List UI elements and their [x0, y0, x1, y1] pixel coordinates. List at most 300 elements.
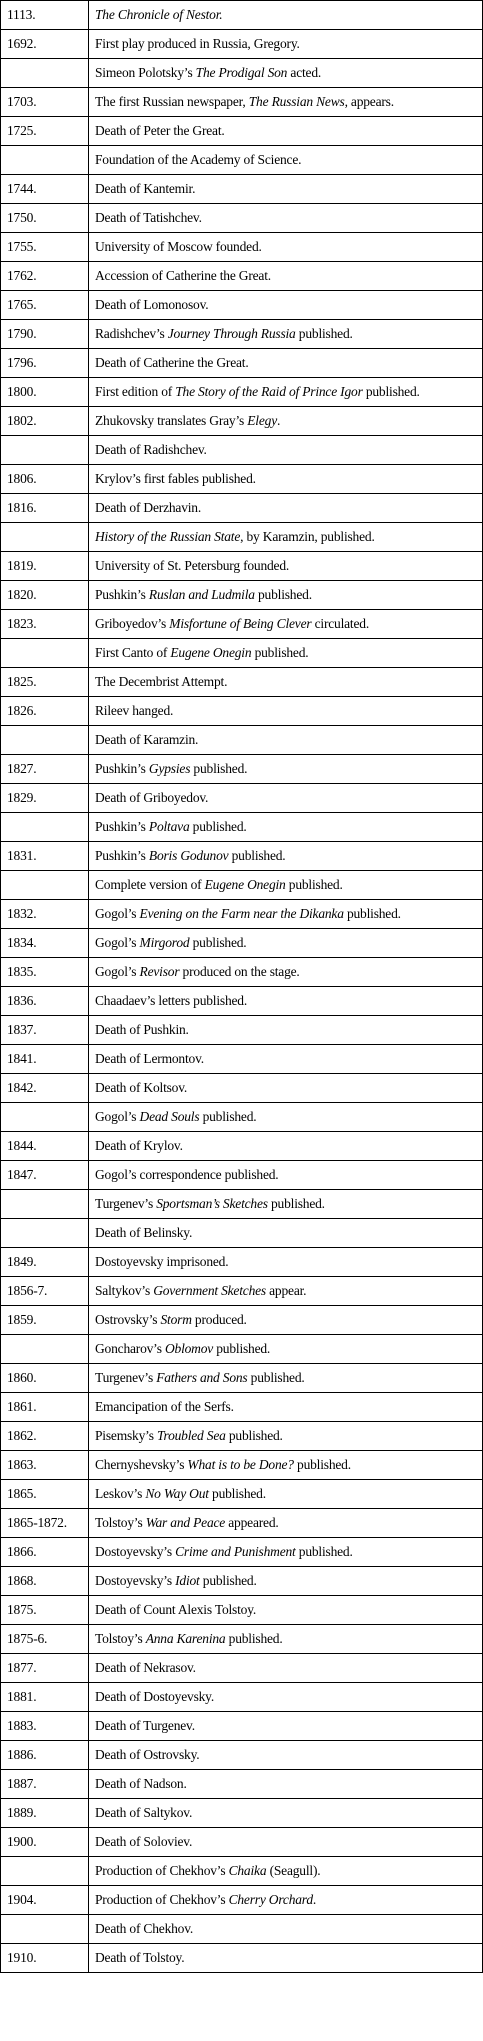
- event-cell: [89, 1103, 483, 1132]
- event-text: Tolstoy’s: [95, 1631, 146, 1646]
- event-text: Death of Chekhov.: [95, 1921, 194, 1936]
- event-cell: [89, 581, 483, 610]
- year-cell: [1, 1219, 89, 1248]
- event-text: .: [312, 1892, 317, 1907]
- event-cell: [89, 88, 483, 117]
- year-cell: 1750.: [1, 204, 89, 233]
- event-text: published.: [247, 1370, 305, 1385]
- chronology-row: [1, 813, 483, 842]
- event-text: produced on the stage.: [179, 964, 300, 979]
- event-text: Dostoyevsky imprisoned.: [95, 1254, 229, 1269]
- event-text: Death of Turgenev.: [95, 1718, 195, 1733]
- event-cell: [89, 175, 483, 204]
- event-text: Death of Kantemir.: [95, 181, 196, 196]
- chronology-row: [1, 610, 483, 639]
- event-text: Death of Belinsky.: [95, 1225, 193, 1240]
- event-cell: [89, 668, 483, 697]
- year-cell: 1796.: [1, 349, 89, 378]
- year-cell: 1877.: [1, 1654, 89, 1683]
- chronology-row: [1, 1886, 483, 1915]
- event-text: Gogol’s correspondence published.: [95, 1167, 279, 1182]
- event-text: Death of Koltsov.: [95, 1080, 188, 1095]
- chronology-row: [1, 1857, 483, 1886]
- event-text: Radishchev’s: [95, 326, 168, 341]
- event-text: Turgenev’s: [95, 1196, 157, 1211]
- work-title: Revisor: [139, 964, 180, 979]
- chronology-row: [1, 929, 483, 958]
- event-text: published.: [225, 1428, 283, 1443]
- event-text: appeared.: [225, 1515, 279, 1530]
- chronology-row: [1, 1335, 483, 1364]
- event-text: , by Karamzin, published.: [240, 529, 375, 544]
- event-cell: [89, 697, 483, 726]
- year-cell: 1861.: [1, 1393, 89, 1422]
- year-cell: 1802.: [1, 407, 89, 436]
- event-cell: [89, 1915, 483, 1944]
- event-text: published.: [213, 1341, 271, 1356]
- event-cell: [89, 900, 483, 929]
- event-text: Accession of Catherine the Great.: [95, 268, 271, 283]
- year-cell: 1834.: [1, 929, 89, 958]
- event-text: , appears.: [344, 94, 394, 109]
- chronology-row: [1, 1364, 483, 1393]
- event-cell: [89, 1132, 483, 1161]
- chronology-row: [1, 1016, 483, 1045]
- event-text: First edition of: [95, 384, 176, 399]
- event-cell: [89, 1596, 483, 1625]
- event-text: Foundation of the Academy of Science.: [95, 152, 302, 167]
- work-title: Idiot: [175, 1573, 200, 1588]
- event-text: Death of Krylov.: [95, 1138, 183, 1153]
- event-text: appear.: [265, 1283, 307, 1298]
- event-text: Gogol’s: [95, 935, 140, 950]
- chronology-row: [1, 1596, 483, 1625]
- event-cell: [89, 1625, 483, 1654]
- year-cell: 1866.: [1, 1538, 89, 1567]
- chronology-row: [1, 726, 483, 755]
- event-text: First play produced in Russia, Gregory.: [95, 36, 300, 51]
- year-cell: 1837.: [1, 1016, 89, 1045]
- event-cell: [89, 1016, 483, 1045]
- year-cell: 1703.: [1, 88, 89, 117]
- year-cell: 1816.: [1, 494, 89, 523]
- year-cell: 1862.: [1, 1422, 89, 1451]
- event-cell: [89, 1248, 483, 1277]
- event-cell: [89, 987, 483, 1016]
- event-cell: [89, 1799, 483, 1828]
- year-cell: 1841.: [1, 1045, 89, 1074]
- work-title: No Way Out: [145, 1486, 209, 1501]
- year-cell: 1887.: [1, 1770, 89, 1799]
- event-text: Death of Peter the Great.: [95, 123, 225, 138]
- chronology-row: [1, 1045, 483, 1074]
- event-text: Pushkin’s: [95, 587, 149, 602]
- chronology-row: [1, 1132, 483, 1161]
- year-cell: [1, 813, 89, 842]
- event-text: published.: [295, 1544, 353, 1559]
- event-cell: [89, 1190, 483, 1219]
- event-text: Rileev hanged.: [95, 703, 174, 718]
- event-cell: [89, 1335, 483, 1364]
- event-text: Dostoyevsky’s: [95, 1544, 176, 1559]
- chronology-row: [1, 146, 483, 175]
- event-cell: [89, 1364, 483, 1393]
- year-cell: 1113.: [1, 1, 89, 30]
- event-cell: [89, 1045, 483, 1074]
- chronology-row: [1, 1306, 483, 1335]
- event-cell: [89, 755, 483, 784]
- event-text: produced.: [191, 1312, 247, 1327]
- chronology-row: [1, 1944, 483, 1973]
- year-cell: [1, 1857, 89, 1886]
- chronology-row: [1, 233, 483, 262]
- event-text: published.: [228, 848, 286, 863]
- event-cell: [89, 59, 483, 88]
- work-title: History of the Russian State: [95, 529, 241, 544]
- event-text: Dostoyevsky’s: [95, 1573, 176, 1588]
- chronology-row: [1, 1509, 483, 1538]
- chronology-row: [1, 349, 483, 378]
- chronology-row: [1, 1074, 483, 1103]
- year-cell: 1849.: [1, 1248, 89, 1277]
- chronology-row: [1, 1799, 483, 1828]
- event-cell: [89, 929, 483, 958]
- event-text: published.: [293, 1457, 351, 1472]
- year-cell: 1868.: [1, 1567, 89, 1596]
- event-text: Pushkin’s: [95, 761, 149, 776]
- event-cell: [89, 639, 483, 668]
- event-cell: [89, 1219, 483, 1248]
- event-text: Ostrovsky’s: [95, 1312, 161, 1327]
- event-text: published.: [199, 1573, 257, 1588]
- chronology-row: [1, 407, 483, 436]
- event-cell: [89, 262, 483, 291]
- chronology-row: [1, 1654, 483, 1683]
- work-title: Storm: [160, 1312, 192, 1327]
- event-text: Death of Lomonosov.: [95, 297, 209, 312]
- work-title: War and Peace: [145, 1515, 226, 1530]
- year-cell: 1875-6.: [1, 1625, 89, 1654]
- chronology-row: [1, 175, 483, 204]
- year-cell: [1, 1190, 89, 1219]
- chronology-row: [1, 958, 483, 987]
- event-text: Zhukovsky translates Gray’s: [95, 413, 248, 428]
- event-text: published.: [295, 326, 353, 341]
- year-cell: 1820.: [1, 581, 89, 610]
- chronology-row: [1, 755, 483, 784]
- year-cell: 1883.: [1, 1712, 89, 1741]
- event-cell: [89, 610, 483, 639]
- event-text: .: [276, 413, 281, 428]
- event-cell: [89, 204, 483, 233]
- year-cell: 1827.: [1, 755, 89, 784]
- event-text: Death of Catherine the Great.: [95, 355, 249, 370]
- event-cell: [89, 1393, 483, 1422]
- event-cell: [89, 1277, 483, 1306]
- event-cell: [89, 1857, 483, 1886]
- year-cell: 1844.: [1, 1132, 89, 1161]
- year-cell: 1900.: [1, 1828, 89, 1857]
- event-cell: [89, 552, 483, 581]
- chronology-row: [1, 465, 483, 494]
- event-cell: [89, 1074, 483, 1103]
- event-text: Pushkin’s: [95, 848, 149, 863]
- event-cell: [89, 1770, 483, 1799]
- chronology-row: [1, 871, 483, 900]
- chronology-row: [1, 30, 483, 59]
- chronology-row: [1, 523, 483, 552]
- event-text: Death of Derzhavin.: [95, 500, 202, 515]
- chronology-row: [1, 204, 483, 233]
- event-text: University of St. Petersburg founded.: [95, 558, 290, 573]
- event-cell: [89, 1422, 483, 1451]
- event-text: Chaadaev’s letters published.: [95, 993, 248, 1008]
- year-cell: [1, 436, 89, 465]
- event-cell: [89, 958, 483, 987]
- event-text: Tolstoy’s: [95, 1515, 146, 1530]
- event-cell: [89, 1538, 483, 1567]
- year-cell: [1, 146, 89, 175]
- year-cell: 1819.: [1, 552, 89, 581]
- event-cell: [89, 117, 483, 146]
- year-cell: 1800.: [1, 378, 89, 407]
- year-cell: 1881.: [1, 1683, 89, 1712]
- event-text: published.: [362, 384, 420, 399]
- event-cell: [89, 1741, 483, 1770]
- work-title: Elegy: [247, 413, 277, 428]
- event-text: Chernyshevsky’s: [95, 1457, 188, 1472]
- work-title: Misfortune of Being Clever: [169, 616, 312, 631]
- event-text: Complete version of: [95, 877, 205, 892]
- work-title: Boris Godunov: [148, 848, 229, 863]
- year-cell: 1886.: [1, 1741, 89, 1770]
- event-text: Production of Chekhov’s: [95, 1863, 229, 1878]
- event-text: published.: [208, 1486, 266, 1501]
- chronology-row: [1, 1828, 483, 1857]
- chronology-row: [1, 117, 483, 146]
- chronology-row: [1, 1422, 483, 1451]
- event-cell: [89, 842, 483, 871]
- event-text: Death of Ostrovsky.: [95, 1747, 200, 1762]
- event-text: published.: [267, 1196, 325, 1211]
- year-cell: 1904.: [1, 1886, 89, 1915]
- event-cell: [89, 1828, 483, 1857]
- chronology-row: [1, 1219, 483, 1248]
- chronology-row: [1, 1683, 483, 1712]
- year-cell: 1829.: [1, 784, 89, 813]
- chronology-row: [1, 1393, 483, 1422]
- year-cell: [1, 871, 89, 900]
- chronology-row: [1, 1770, 483, 1799]
- year-cell: 1806.: [1, 465, 89, 494]
- work-title: The Russian News: [248, 94, 345, 109]
- work-title: What is to be Done?: [187, 1457, 294, 1472]
- chronology-row: [1, 291, 483, 320]
- event-text: Leskov’s: [95, 1486, 146, 1501]
- year-cell: 1790.: [1, 320, 89, 349]
- event-cell: [89, 1306, 483, 1335]
- event-text: Saltykov’s: [95, 1283, 154, 1298]
- work-title: Journey Through Russia: [167, 326, 296, 341]
- event-cell: [89, 813, 483, 842]
- event-cell: [89, 146, 483, 175]
- year-cell: 1889.: [1, 1799, 89, 1828]
- event-text: Gogol’s: [95, 906, 140, 921]
- year-cell: 1744.: [1, 175, 89, 204]
- work-title: Ruslan and Ludmila: [148, 587, 255, 602]
- event-cell: [89, 1712, 483, 1741]
- event-cell: [89, 1451, 483, 1480]
- event-text: published.: [343, 906, 401, 921]
- event-text: Death of Radishchev.: [95, 442, 207, 457]
- chronology-row: [1, 697, 483, 726]
- chronology-row: [1, 552, 483, 581]
- work-title: Mirgorod: [139, 935, 190, 950]
- chronology-row: [1, 581, 483, 610]
- event-cell: [89, 1567, 483, 1596]
- chronology-row: [1, 1451, 483, 1480]
- event-text: Goncharov’s: [95, 1341, 165, 1356]
- event-text: Emancipation of the Serfs.: [95, 1399, 234, 1414]
- chronology-row: [1, 842, 483, 871]
- event-cell: [89, 465, 483, 494]
- chronology-row: [1, 1190, 483, 1219]
- event-text: published.: [189, 935, 247, 950]
- year-cell: [1, 523, 89, 552]
- chronology-row: [1, 262, 483, 291]
- work-title: Cherry Orchard: [228, 1892, 313, 1907]
- event-text: Death of Nadson.: [95, 1776, 187, 1791]
- year-cell: [1, 59, 89, 88]
- chronology-row: [1, 987, 483, 1016]
- work-title: Government Sketches: [153, 1283, 266, 1298]
- year-cell: [1, 639, 89, 668]
- chronology-row: [1, 436, 483, 465]
- chronology-table-body: [1, 1, 483, 1973]
- event-text: Pisemsky’s: [95, 1428, 157, 1443]
- work-title: Poltava: [148, 819, 190, 834]
- event-cell: [89, 1886, 483, 1915]
- event-text: University of Moscow founded.: [95, 239, 262, 254]
- work-title: Evening on the Farm near the Dikanka: [139, 906, 344, 921]
- event-text: Death of Nekrasov.: [95, 1660, 196, 1675]
- chronology-row: [1, 59, 483, 88]
- event-text: published.: [225, 1631, 283, 1646]
- event-cell: [89, 378, 483, 407]
- event-text: Simeon Polotsky’s: [95, 65, 196, 80]
- year-cell: 1762.: [1, 262, 89, 291]
- year-cell: 1692.: [1, 30, 89, 59]
- event-cell: [89, 1, 483, 30]
- year-cell: 1875.: [1, 1596, 89, 1625]
- chronology-row: [1, 1567, 483, 1596]
- work-title: Eugene Onegin: [170, 645, 252, 660]
- chronology-row: [1, 320, 483, 349]
- chronology-row: [1, 900, 483, 929]
- event-text: Death of Soloviev.: [95, 1834, 193, 1849]
- event-text: published.: [199, 1109, 257, 1124]
- year-cell: 1835.: [1, 958, 89, 987]
- year-cell: 1831.: [1, 842, 89, 871]
- event-text: Death of Dostoyevsky.: [95, 1689, 215, 1704]
- year-cell: 1765.: [1, 291, 89, 320]
- chronology-row: [1, 1, 483, 30]
- work-title: Crime and Punishment: [175, 1544, 296, 1559]
- year-cell: 1865.: [1, 1480, 89, 1509]
- year-cell: 1826.: [1, 697, 89, 726]
- event-text: Death of Lermontov.: [95, 1051, 204, 1066]
- event-text: Death of Tatishchev.: [95, 210, 202, 225]
- event-cell: [89, 233, 483, 262]
- work-title: The Prodigal Son: [195, 65, 288, 80]
- event-cell: [89, 349, 483, 378]
- event-cell: [89, 407, 483, 436]
- event-text: Death of Griboyedov.: [95, 790, 209, 805]
- event-text: Production of Chekhov’s: [95, 1892, 229, 1907]
- chronology-row: [1, 784, 483, 813]
- chronology-row: [1, 378, 483, 407]
- chronology-row: [1, 1538, 483, 1567]
- year-cell: 1910.: [1, 1944, 89, 1973]
- chronology-row: [1, 1741, 483, 1770]
- year-cell: [1, 1335, 89, 1364]
- event-text: acted.: [287, 65, 322, 80]
- event-cell: [89, 871, 483, 900]
- event-text: First Canto of: [95, 645, 171, 660]
- event-cell: [89, 30, 483, 59]
- year-cell: 1842.: [1, 1074, 89, 1103]
- work-title: Gypsies: [148, 761, 191, 776]
- chronology-row: [1, 1480, 483, 1509]
- work-title: Sportsman’s Sketches: [156, 1196, 268, 1211]
- work-title: The Story of the Raid of Prince Igor: [175, 384, 363, 399]
- event-text: Death of Karamzin.: [95, 732, 199, 747]
- year-cell: 1825.: [1, 668, 89, 697]
- event-text: Death of Pushkin.: [95, 1022, 189, 1037]
- chronology-row: [1, 1712, 483, 1741]
- event-text: Griboyedov’s: [95, 616, 170, 631]
- event-cell: [89, 1480, 483, 1509]
- event-text: published.: [251, 645, 309, 660]
- event-text: published.: [285, 877, 343, 892]
- work-title: Dead Souls: [139, 1109, 200, 1124]
- event-cell: [89, 436, 483, 465]
- chronology-row: [1, 494, 483, 523]
- year-cell: [1, 726, 89, 755]
- work-title: Fathers and Sons: [156, 1370, 248, 1385]
- event-text: Gogol’s: [95, 964, 140, 979]
- event-cell: [89, 1509, 483, 1538]
- work-title: Troubled Sea: [156, 1428, 226, 1443]
- chronology-row: [1, 1277, 483, 1306]
- event-text: published.: [189, 819, 247, 834]
- event-cell: [89, 1161, 483, 1190]
- year-cell: [1, 1103, 89, 1132]
- year-cell: 1847.: [1, 1161, 89, 1190]
- work-title: The Chronicle of Nestor.: [95, 7, 223, 22]
- chronology-row: [1, 639, 483, 668]
- chronology-row: [1, 668, 483, 697]
- event-text: Death of Saltykov.: [95, 1805, 193, 1820]
- event-text: The first Russian newspaper,: [95, 94, 249, 109]
- event-cell: [89, 1683, 483, 1712]
- chronology-row: [1, 1103, 483, 1132]
- chronology-row: [1, 88, 483, 117]
- chronology-row: [1, 1161, 483, 1190]
- event-text: published.: [190, 761, 248, 776]
- event-text: Gogol’s: [95, 1109, 140, 1124]
- event-text: published.: [254, 587, 312, 602]
